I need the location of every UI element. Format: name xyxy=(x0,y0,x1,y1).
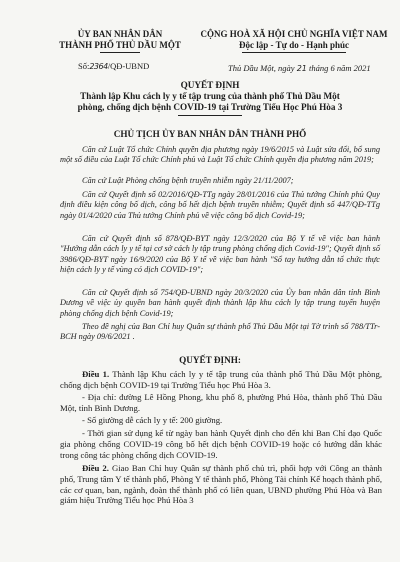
doc-number-prefix: Số: xyxy=(78,61,90,71)
basis-paragraph-3: Căn cứ Quyết định số 02/2016/QĐ-TTg ngày 28/01/2016 của Thủ tướng Chính phủ Quy định điều kiện công bố dịch, công bố hết dịch bệnh truyền nhiễm; Quyết định số 447/QĐ-TTg ngày 01/4/2020 của Thủ tướng Chính phủ về việc công bố dịch Covid-19; xyxy=(60,190,380,220)
article-1-address: - Địa chỉ: đường Lê Hồng Phong, khu phố 8, phường Phú Hòa, thành phố Thủ Dầu Một, tỉnh Bình Dương. xyxy=(60,392,382,413)
national-title: CỘNG HOÀ XÃ HỘI CHỦ NGHĨA VIỆT NAM xyxy=(200,29,388,39)
authority-underline xyxy=(100,52,140,53)
basis-paragraph-5: Căn cứ Quyết định số 754/QĐ-UBND ngày 20/3/2020 của Ủy ban nhân dân tỉnh Bình Dương về việc ủy quyền ban hành quyết định thành lập khu cách ly tập trung tuyến huyện phòng chống dịch bệnh Covid-19; xyxy=(60,288,380,318)
title-underline xyxy=(178,115,242,116)
title-heading: QUYẾT ĐỊNH xyxy=(180,80,240,90)
decides-heading: QUYẾT ĐỊNH: xyxy=(179,355,241,365)
national-motto: Độc lập - Tự do - Hạnh phúc xyxy=(238,40,349,50)
article-1-duration: - Thời gian sử dụng kể từ ngày ban hành Quyết định cho đến khi Ban Chỉ đạo Quốc gia phòng chống COVID-19 công bố hết dịch bệnh COVID-19 hoặc có hướng dẫn khác trong công tác phòng chống dịch COVID-19. xyxy=(60,428,382,460)
title-line-3: phòng, chống dịch bệnh COVID-19 tại Trường Tiểu Học Phú Hòa 3 xyxy=(77,102,343,112)
basis-paragraph-2: Căn cứ Luật Phòng chống bệnh truyền nhiễm ngày 21/11/2007; xyxy=(82,176,294,185)
authority-line-1: ỦY BAN NHÂN DÂN xyxy=(77,29,163,39)
authority-line-2: THÀNH PHỐ THỦ DẦU MỘT xyxy=(59,40,181,50)
date-day-handwritten: 21 xyxy=(296,64,307,73)
issuer-heading: CHỦ TỊCH ỦY BAN NHÂN DÂN THÀNH PHỐ xyxy=(113,129,307,139)
date-suffix: tháng 6 năm 2021 xyxy=(309,63,371,73)
basis-paragraph-6: Theo đề nghị của Ban Chỉ huy Quân sự thành phố Thủ Dầu Một tại Tờ trình số 788/TTr-BCH ngày 09/6/2021 . xyxy=(60,322,380,342)
article-2-text: Giao Ban Chỉ huy Quân sự thành phố chủ trì, phối hợp với Công an thành phố, Trung tâm Y tế thành phố, Phòng Y tế thành phố, Phòng Tài chính Kế hoạch thành phố, các cơ quan, ban, ngành, đoàn thể thành phố có liên quan, UBND phường Phú Hòa và Ban giám hiệu Trường Tiểu học Phú Hòa 3 xyxy=(60,463,383,506)
article-1-capacity: - Số giường dễ cách ly y tế: 200 giường. xyxy=(82,415,223,425)
article-1 xyxy=(60,369,382,391)
document-date xyxy=(228,63,371,73)
national-header xyxy=(196,29,392,53)
motto-underline xyxy=(242,52,346,53)
basis-paragraph-4: Căn cứ Quyết định số 878/QĐ-BYT ngày 12/3/2020 của Bộ Y tế về việc ban hành "Hướng dẫn cách ly y tế tại cơ sở cách ly tập trung phòng chống dịch Covid-19"; Quyết định số 3986/QĐ-BYT ngày 16/9/2020 của Bộ Y tế về việc ban hành "Sổ tay hướng dẫn tổ chức thực hiện cách ly y tế vùng có dịch COVID-19"; xyxy=(60,234,380,275)
article-2 xyxy=(60,463,382,506)
basis-paragraph-1: Căn cứ Luật Tổ chức Chính quyền địa phương ngày 19/6/2015 và Luật sửa đổi, bổ sung một số điều của Luật Tổ chức Chính phủ và Luật Tổ chức Chính quyền địa phương năm 2019; xyxy=(60,145,380,165)
document-number xyxy=(78,61,149,71)
date-prefix: Thủ Dầu Một, ngày xyxy=(228,63,295,73)
doc-number-handwritten: 2364 xyxy=(89,62,108,71)
decision-title xyxy=(40,80,380,116)
article-2-label: Điều 2. xyxy=(82,463,109,473)
issuing-authority xyxy=(50,29,190,53)
article-1-label: Điều 1. xyxy=(82,369,110,379)
title-line-2: Thành lập Khu cách ly y tế tập trung của thành phố Thủ Dầu Một xyxy=(80,91,340,101)
article-1-text: Thành lập Khu cách ly y tế tập trung của thành phố Thủ Dầu Một phòng, chống dịch bệnh COVID-19 tại Trường Tiểu học Phú Hòa 3. xyxy=(60,369,383,390)
doc-number-suffix: /QĐ-UBND xyxy=(107,61,150,71)
